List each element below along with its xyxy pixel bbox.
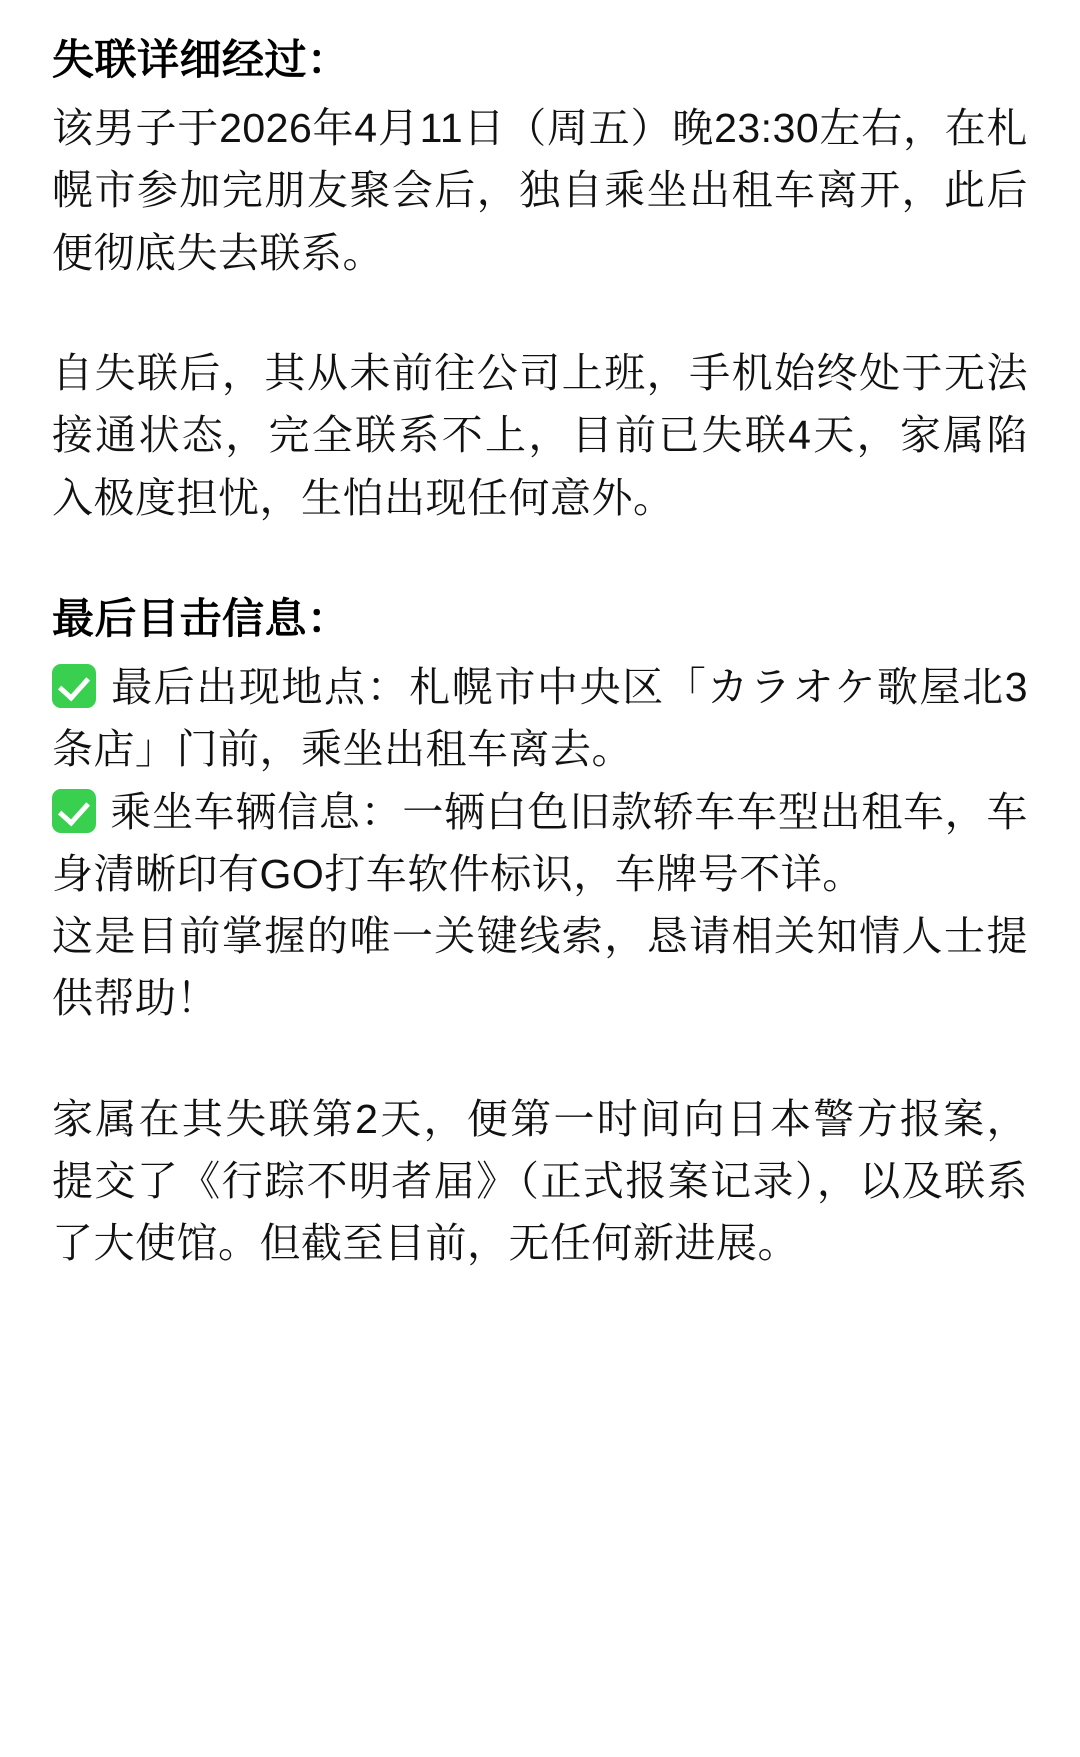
list-item-label: 最后出现地点：札幌市中央区「カラオケ歌屋北3条店」门前，乘坐出租车离去。: [52, 663, 1028, 773]
section-spacer: [52, 529, 1028, 587]
paragraph-spacer: [52, 1030, 1028, 1088]
paragraph-spacer: [52, 284, 1028, 342]
paragraph-police-report: 家属在其失联第2天，便第一时间向日本警方报案，提交了《行踪不明者届》（正式报案记录），以及联系了大使馆。但截至目前，无任何新进展。: [52, 1095, 1028, 1267]
list-item: [52, 781, 1028, 906]
green-check-icon: [52, 789, 96, 833]
section-last-sighting: [52, 587, 1028, 1275]
paragraph-missing-status: 自失联后，其从未前往公司上班，手机始终处于无法接通状态，完全联系不上，目前已失联4天，家属陷入极度担忧，生怕出现任何意外。: [52, 349, 1028, 521]
list-item-label: 乘坐车辆信息：一辆白色旧款轿车车型出租车，车身清晰印有GO打车软件标识，车牌号不详。: [52, 788, 1028, 897]
section-missing-details: [52, 28, 1028, 529]
green-check-icon: [52, 664, 96, 708]
section-heading-missing-details: 失联详细经过：: [52, 36, 350, 83]
section-heading-last-sighting: 最后目击信息：: [52, 594, 350, 642]
list-item: [52, 656, 1028, 781]
paragraph-missing-timeline: 该男子于2026年4月11日（周五）晚23:30左右，在札幌市参加完朋友聚会后，独自乘坐出租车离开，此后便彻底失去联系。: [52, 105, 1028, 276]
paragraph-clue-appeal: 这是目前掌握的唯一关键线索，恳请相关知情人士提供帮助！: [52, 913, 1028, 1022]
